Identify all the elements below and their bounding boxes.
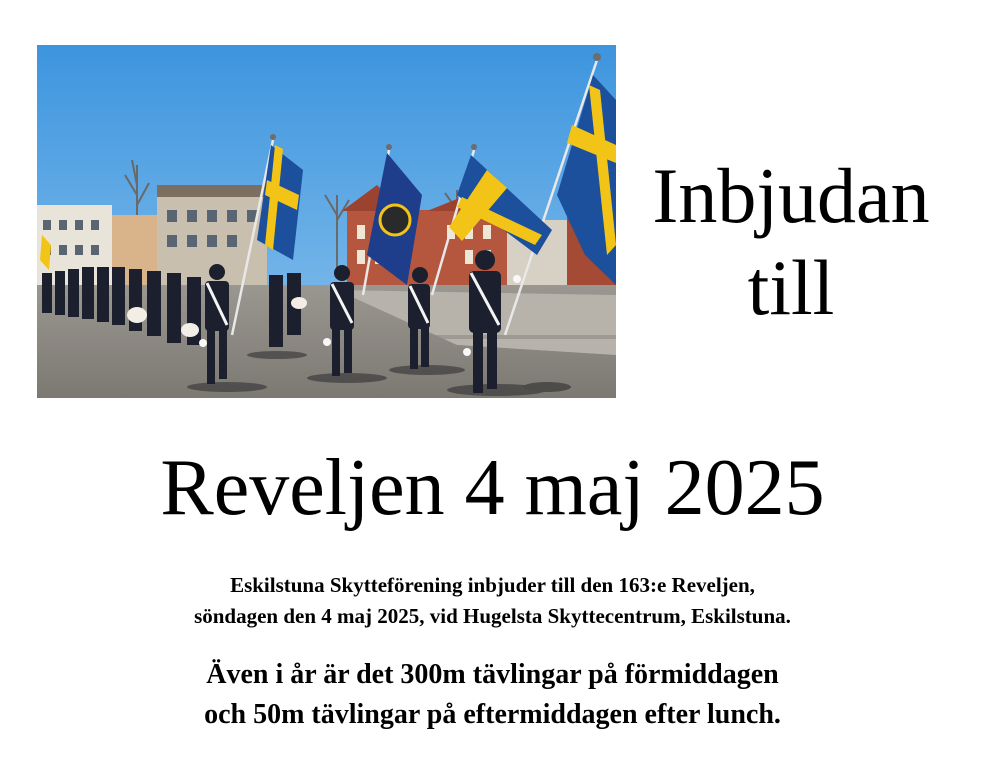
competition-info-line1: Även i år är det 300m tävlingar på förmiddagen	[206, 659, 779, 690]
event-intro	[0, 570, 985, 632]
event-intro-line1: Eskilstuna Skytteförening inbjuder till den 163:e Reveljen,	[230, 573, 755, 597]
event-title: Reveljen 4 maj 2025	[160, 444, 825, 532]
invitation-heading-line1: Inbjudan	[652, 152, 930, 239]
invitation-heading-line2: till	[747, 244, 835, 331]
competition-info-line2: och 50m tävlingar på eftermiddagen efter lunch.	[204, 699, 781, 730]
parade-photo	[37, 45, 616, 398]
competition-info	[0, 655, 985, 735]
invitation-heading	[616, 150, 966, 334]
event-intro-line2: söndagen den 4 maj 2025, vid Hugelsta Skyttecentrum, Eskilstuna.	[194, 604, 791, 628]
